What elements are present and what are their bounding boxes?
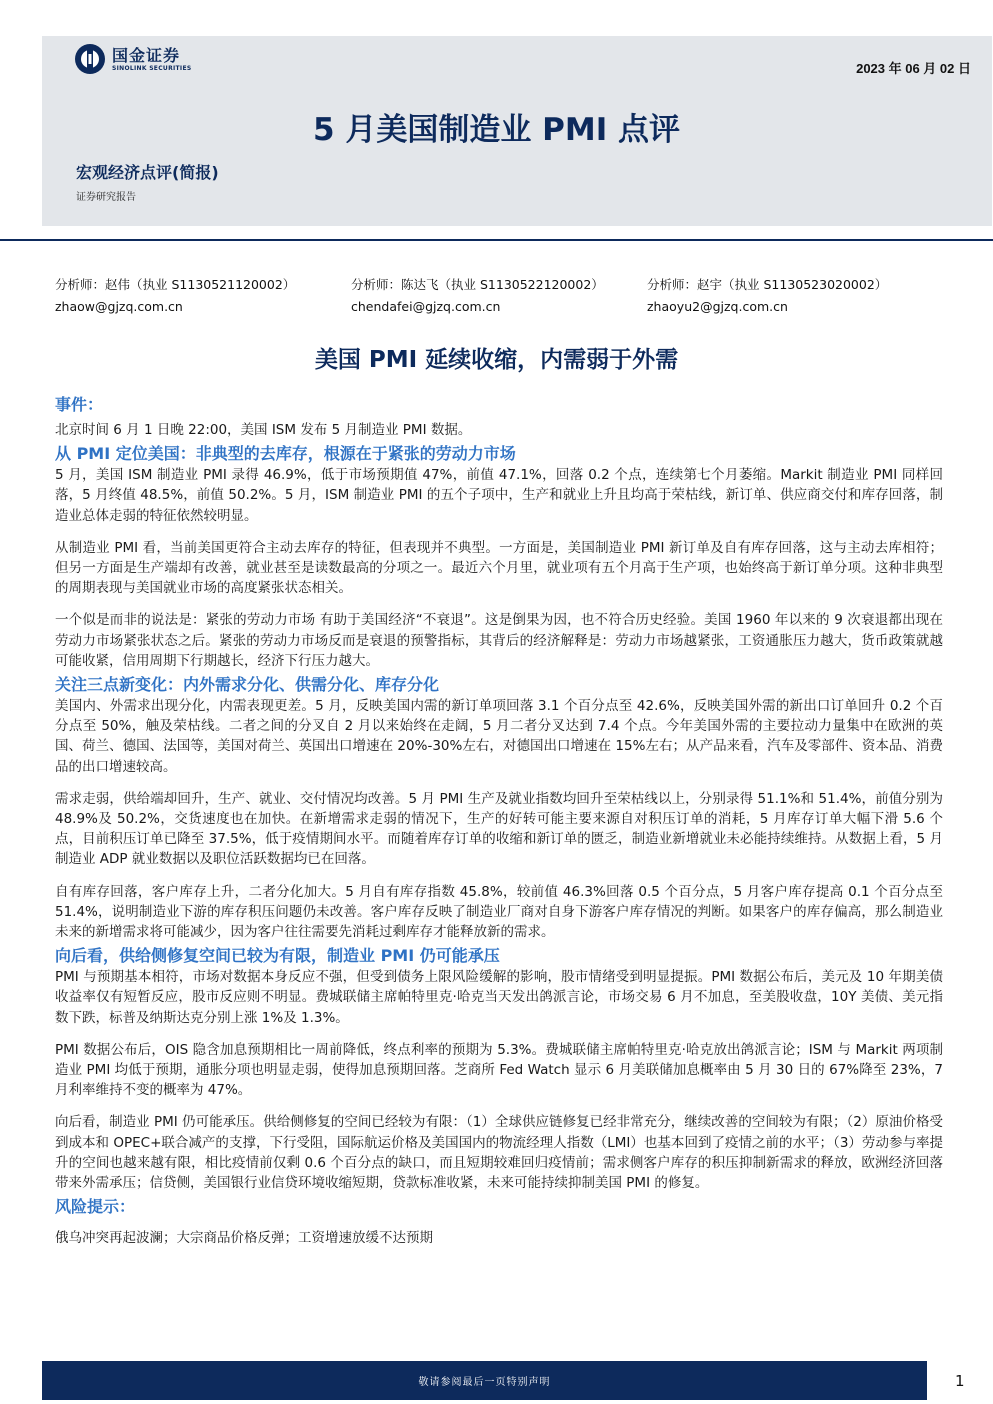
event-paragraph: 北京时间 6 月 1 日晚 22:00，美国 ISM 发布 5 月制造业 PMI 数据。 [55,422,472,438]
page-title: 5 月美国制造业 PMI 点评 [312,112,681,148]
header-divider [0,239,993,241]
analyst-label: 分析师：陈达飞（执业 S1130522120002） [351,277,604,292]
analyst-email[interactable]: chendafei@gjzq.com.cn [351,299,501,314]
company-logo [74,43,191,75]
analyst-label: 分析师：赵伟（执业 S1130521120002） [55,277,296,292]
analyst-2 [351,274,647,318]
section-3-heading: 向后看，供给侧修复空间已较为有限，制造业 PMI 仍可能承压 [55,946,500,966]
section-2-paragraph-3: 自有库存回落，客户库存上升，二者分化加大。5 月自有库存指数 45.8%，较前值 46.3%回落 0.5 个百分点，5 月客户库存提高 0.1 个百分点至 51.4%，说明制造业下游的库存积压问题仍未改善。客户库存反映了制造业厂商对自身下游客户库存情况的判断。如果客户的库存偏高，那么制造业未来的新增需求将可能减少，因为客户往往需要先消耗过剩库存才能释放新的需求。 [55,883,943,941]
report-body [55,394,943,1261]
analyst-list [55,274,955,318]
report-type: 宏观经济点评(简报) [76,163,219,182]
analyst-3 [647,274,943,318]
section-1-paragraph-1: 5 月，美国 ISM 制造业 PMI 录得 46.9%，低于市场预期值 47%，前值 47.1%，回落 0.2 个点，连续第七个月萎缩。Markit 制造业 PMI 同样回落，5 月终值 48.5%，前值 50.2%。5 月，ISM 制造业 PMI 的五个子项中，生产和就业上升且均高于荣枯线，新订单、供应商交付和库存回落，制造业总体走弱的特征依然较明显。 [55,467,943,524]
analyst-1 [55,274,351,318]
section-3-paragraph-3: 向后看，制造业 PMI 仍可能承压。供给侧修复的空间已经较为有限：（1）全球供应链修复已经非常充分，继续改善的空间较为有限；（2）原油价格受到成本和 OPEC+联合减产的支撑，下行受阻，国际航运价格及美国国内的物流经理人指数（LMI）也基本回到了疫情之前的水平；（3）劳动参与率提升的空间也越来越有限，相比疫情前仅剩 0.6 个百分点的缺口，而且短期较难回归疫情前；需求侧客户库存的积压抑制新需求的释放，欧洲经济回落带来外需承压；信贷侧，美国银行业信贷环境收缩短期，贷款标准收紧，未来可能持续抑制美国 PMI 的修复。 [55,1114,943,1192]
section-1-paragraph-3: 一个似是而非的说法是：紧张的劳动力市场 有助于美国经济“不衰退”。这是倒果为因，也不符合历史经验。美国 1960 年以来的 9 次衰退都出现在劳动力市场紧张状态之后。紧张的劳动力市场反而是衰退的预警指标，其背后的经济解释是：劳动力市场越紧张，工资通胀压力越大，货币政策就越可能收紧，信用周期下行期越长，经济下行压力越大。 [55,612,943,669]
report-date: 2023 年 06 月 02 日 [856,61,971,76]
section-2-heading: 关注三点新变化：内外需求分化、供需分化、库存分化 [55,675,440,695]
section-2-paragraph-2: 需求走弱，供给端却回升，生产、就业、交付情况均改善。5 月 PMI 生产及就业指数均回升至荣枯线以上，分别录得 51.1%和 51.4%，前值分别为 48.9%及 50.2%，交货速度也在加快。在新增需求走弱的情况下，生产的好转可能主要来源自对积压订单的消耗，5 月库存订单大幅下滑 5.6 个点，目前积压订单已降至 37.5%，低于疫情期间水平。而随着库存订单的收缩和新订单的匮乏，制造业新增就业未必能持续维持。从数据上看，5 月制造业 ADP 就业数据以及职位活跃数据均已在回落。 [55,790,943,868]
page-number: 1 [955,1372,965,1390]
logo-cn-text: 国金证券 [112,45,181,65]
logo-en-text: SINOLINK SECURITIES [112,64,192,72]
footer-notice: 敬请参阅最后一页特别声明 [418,1377,551,1388]
analyst-label: 分析师：赵宇（执业 S1130523020002） [647,277,888,292]
report-subtitle: 美国 PMI 延续收缩，内需弱于外需 [314,347,679,373]
sinolink-logo-icon [74,43,106,75]
analyst-email[interactable]: zhaow@gjzq.com.cn [55,299,183,314]
risk-paragraph: 俄乌冲突再起波澜；大宗商品价格反弹；工资增速放缓不达预期 [55,1230,433,1247]
analyst-email[interactable]: zhaoyu2@gjzq.com.cn [647,299,788,314]
section-3-paragraph-2: PMI 数据公布后，OIS 隐含加息预期相比一周前降低，终点利率的预期为 5.3%。费城联储主席帕特里克·哈克放出鸽派言论；ISM 与 Markit 两项制造业 PMI 均低于预期，通胀分项也明显走弱，使得加息预期回落。芝商所 Fed Watch 显示 6 月美联储加息概率由 5 月 30 日的 67%降至 23%，7 月利率维持不变的概率为 47%。 [55,1041,943,1099]
report-category: 证券研究报告 [76,192,136,203]
section-1-paragraph-2: 从制造业 PMI 看，当前美国更符合主动去库存的特征，但表现并不典型。一方面是，美国制造业 PMI 新订单及自有库存回落，这与主动去库相符；但另一方面是生产端却有改善，就业甚至是读数最高的分项之一。最近六个月里，就业项有五个月高于生产项，也始终高于新订单分项。这种非典型的周期表现与美国就业市场的高度紧张状态相关。 [55,539,943,597]
section-2-paragraph-1: 美国内、外需求出现分化，内需表现更差。5 月，反映美国内需的新订单项回落 3.1 个百分点至 42.6%，反映美国外需的新出口订单回升 0.2 个百分点至 50%，触及荣枯线。二者之间的分叉自 2 月以来始终在走阔，5 月二者分叉达到 7.4 个点。今年美国外需的主要拉动力量集中在欧洲的英国、荷兰、德国、法国等，美国对荷兰、英国出口增速在 20%-30%左右，对德国出口增速在 15%左右；从产品来看，汽车及零部件、资本品、消费品的出口增速较高。 [55,698,943,775]
event-heading: 事件： [55,395,104,414]
section-1-heading: 从 PMI 定位美国：非典型的去库存，根源在于紧张的劳动力市场 [55,444,516,464]
footer-bar [42,1361,927,1400]
risk-heading: 风险提示： [55,1197,136,1217]
section-3-paragraph-1: PMI 与预期基本相符，市场对数据本身反应不强，但受到债务上限风险缓解的影响，股市情绪受到明显提振。PMI 数据公布后，美元及 10 年期美债收益率仅有短暂反应，股市反应则不明显。费城联储主席帕特里克·哈克当天发出鸽派言论，市场交易 6 月不加息，至美股收盘，10Y 美债、美元指数下跌，标普及纳斯达克分别上涨 1%及 1.3%。 [55,969,943,1026]
